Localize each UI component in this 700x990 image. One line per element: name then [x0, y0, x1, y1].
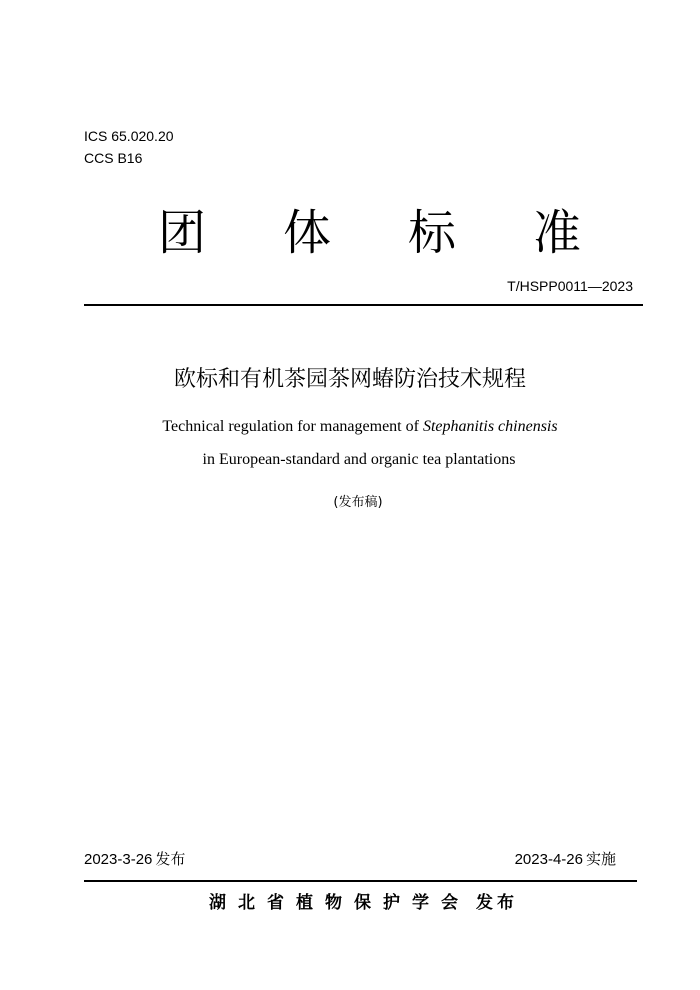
english-title-prefix: Technical regulation for management of — [162, 418, 423, 435]
publish-date-line — [84, 849, 185, 870]
ccs-code: CCS B16 — [84, 150, 143, 166]
bottom-divider — [84, 880, 637, 882]
species-name: Stephanitis chinensis — [422, 418, 558, 435]
standard-type-char-2: 体 — [282, 205, 331, 261]
standard-type-char-3: 标 — [407, 205, 456, 261]
implement-label: 实施 — [585, 850, 616, 868]
publisher-action: 发布 — [476, 893, 518, 913]
standard-number: T/HSPP0011—2023 — [507, 278, 633, 294]
english-title-line-1 — [0, 416, 700, 438]
draft-status: (发布稿) — [333, 495, 383, 510]
ics-code: ICS 65.020.20 — [84, 128, 174, 144]
publish-date: 2023-3-26 — [84, 851, 153, 868]
chinese-title: 欧标和有机茶园茶网蝽防治技术规程 — [173, 367, 526, 392]
publisher-name: 湖北省植物保护学会 — [209, 893, 470, 913]
standard-type-char-4: 准 — [532, 205, 581, 261]
publisher-line — [209, 891, 518, 915]
implement-date-line — [515, 849, 616, 870]
top-divider — [84, 304, 643, 306]
implement-date: 2023-4-26 — [514, 851, 583, 868]
standard-type-char-1: 团 — [157, 205, 206, 261]
publish-label: 发布 — [155, 850, 186, 868]
english-title-line-2: in European-standard and organic tea plantations — [202, 451, 516, 468]
